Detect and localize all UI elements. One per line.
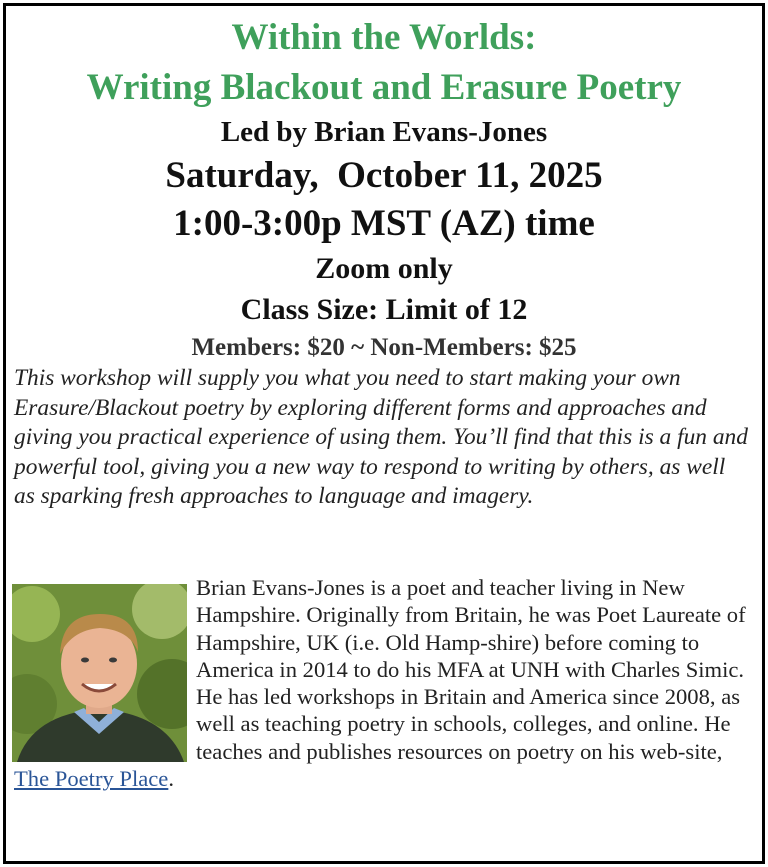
bio-text: Brian Evans-Jones is a poet and teacher living in New Hampshire. Originally from Britain, he was Poet Laureate of Hampshire, UK (i.e. Old Hamp-shire) before coming to America in 2014 to do his MFA at UNH with Charles Simic. He has led workshops in Britain and America since 2008, as well as teaching poetry in schools, colleges, and online. He teaches and publishes resources on poetry on his web-site,: [196, 575, 746, 764]
event-time: 1:00-3:00p MST (AZ) time: [173, 203, 595, 244]
title-line-1: Within the Worlds:: [231, 17, 537, 58]
bio-end: .: [168, 766, 174, 792]
event-location: Zoom only: [315, 252, 453, 285]
title-line-2: Writing Blackout and Erasure Poetry: [86, 67, 682, 108]
led-by: Led by Brian Evans-Jones: [220, 116, 548, 148]
instructor-bio: [14, 574, 748, 792]
class-size: Class Size: Limit of 12: [240, 293, 528, 326]
workshop-description: This workshop will supply you what you need to start making your own Erasure/Blackout poetry by exploring different forms and approaches and giving you practical experience of using them. You’ll find that this is a fun and powerful tool, giving you a new way to respond to writing by others, as well as sparking fresh approaches to language and imagery.: [14, 365, 748, 509]
event-date: Saturday, October 11, 2025: [165, 155, 603, 196]
poetry-place-link[interactable]: The Poetry Place: [14, 766, 169, 792]
pricing: Members: $20 ~ Non-Members: $25: [191, 334, 577, 361]
workshop-flyer: [3, 3, 765, 864]
photo-spacer: [14, 574, 196, 763]
